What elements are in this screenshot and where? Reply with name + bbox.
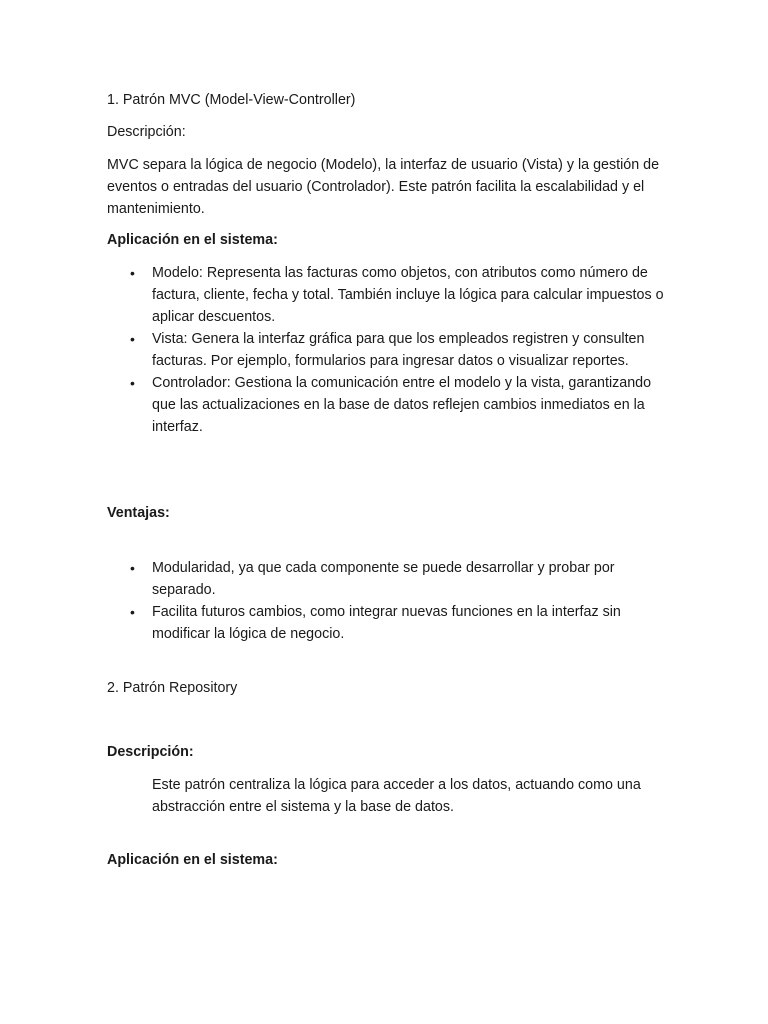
bullet-icon: • bbox=[130, 265, 135, 281]
section-2-description-label: Descripción: bbox=[107, 744, 194, 760]
section-1-description: MVC separa la lógica de negocio (Modelo), la interfaz de usuario (Vista) y la gestión de eventos o entradas del usuario (Controlador). Este patrón facilita la escalabilidad y el mantenimiento. bbox=[107, 157, 660, 217]
bullet-icon: • bbox=[130, 604, 135, 620]
list-item bbox=[107, 557, 667, 601]
section-1-title: 1. Patrón MVC (Model-View-Controller) bbox=[107, 92, 356, 108]
section-1-application-list bbox=[107, 262, 667, 438]
section-1-description-label: Descripción: bbox=[107, 124, 186, 140]
bullet-icon: • bbox=[130, 560, 135, 576]
section-1-application-label: Aplicación en el sistema: bbox=[107, 232, 278, 248]
list-item-text: Modularidad, ya que cada componente se puede desarrollar y probar por separado. bbox=[152, 560, 615, 598]
document-content bbox=[107, 89, 667, 871]
list-item bbox=[107, 372, 667, 438]
section-1-advantages-label: Ventajas: bbox=[107, 505, 170, 521]
list-item bbox=[107, 601, 667, 645]
section-2-description: Este patrón centraliza la lógica para acceder a los datos, actuando como una abstracción entre el sistema y la base de datos. bbox=[152, 777, 641, 815]
bullet-icon: • bbox=[130, 331, 135, 347]
section-2-title: 2. Patrón Repository bbox=[107, 680, 238, 696]
section-1-advantages-list bbox=[107, 557, 667, 645]
bullet-icon: • bbox=[130, 375, 135, 391]
list-item-text: Modelo: Representa las facturas como objetos, con atributos como número de factura, cliente, fecha y total. También incluye la lógica para calcular impuestos o aplicar descuentos. bbox=[152, 265, 664, 325]
list-item-text: Facilita futuros cambios, como integrar nuevas funciones en la interfaz sin modificar la lógica de negocio. bbox=[152, 604, 621, 642]
list-item-text: Controlador: Gestiona la comunicación entre el modelo y la vista, garantizando que las actualizaciones en la base de datos reflejen cambios inmediatos en la interfaz. bbox=[152, 375, 652, 435]
list-item bbox=[107, 262, 667, 328]
list-item bbox=[107, 328, 667, 372]
section-2-application-label: Aplicación en el sistema: bbox=[107, 852, 278, 868]
list-item-text: Vista: Genera la interfaz gráfica para que los empleados registren y consulten facturas. Por ejemplo, formularios para ingresar datos o visualizar reportes. bbox=[152, 331, 645, 369]
